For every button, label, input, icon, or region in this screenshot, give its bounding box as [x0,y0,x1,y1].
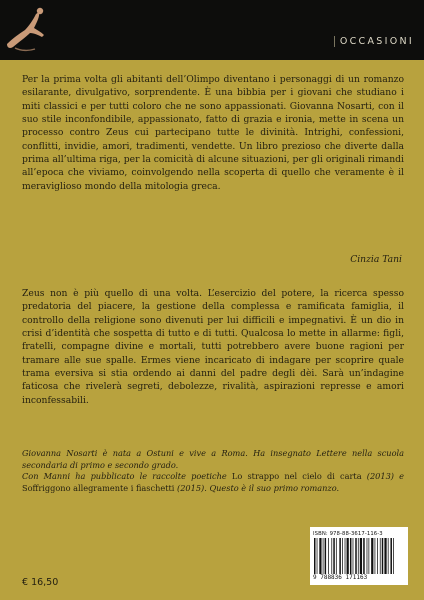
barcode-stripe [390,538,392,574]
bio-book-title-1: Lo strappo nel cielo di carta [231,471,362,482]
barcode-stripe [384,538,386,574]
bio-book-title-2: Soffriggono allegramente i fiaschetti [22,482,175,493]
blurb-signature: Cinzia Tani [350,254,402,265]
author-bio-line2 [22,471,404,494]
barcode-stripe [342,538,343,574]
header-bar [0,0,424,60]
barcode-stripe [355,538,357,574]
price-label: € 16,50 [22,577,59,588]
reclining-figure-logo-icon [3,4,47,56]
barcode-stripe [319,538,321,574]
barcode-stripe [325,538,327,574]
barcode-stripe [380,538,381,574]
barcode-stripe [363,538,365,574]
author-bio-section [22,448,404,494]
barcode-digits: 9 788836 171163 [313,574,368,581]
barcode-bars [313,538,405,574]
barcode-stripe [339,538,341,574]
isbn-barcode [310,527,408,585]
bio-publication-intro: Con Manni ha pubblicato le raccolte poetiche [22,471,232,482]
barcode-stripe [353,538,354,574]
barcode-stripe [345,538,346,574]
bio-year-1: (2013) e [361,471,405,482]
barcode-stripe [314,538,316,574]
isbn-label: ISBN: 978-88-3617-116-3 [313,531,383,537]
barcode-stripe [336,538,337,574]
barcode-stripe [367,538,368,574]
barcode-stripe [333,538,335,574]
barcode-stripe [347,538,349,574]
barcode-stripe [358,538,359,574]
bio-year-2: (2015). Questo è il suo primo romanzo. [174,482,340,493]
barcode-stripe [331,538,332,574]
barcode-stripe [371,538,373,574]
barcode-stripe [369,538,370,574]
barcode-stripe [317,538,318,574]
blurb-section [22,73,404,193]
barcode-stripe [323,538,324,574]
barcode-stripe [350,538,352,574]
synopsis-text: Zeus non è più quello di una volta. L’esercizio del potere, la ricerca spesso predatoria del piacere, la gestione della complessa e ramificata famiglia, il controllo della religione sono divenuti per lui difficili e impegnativi. È un dio in crisi d’identità che sospetta di tutto e di tutti. Qualcosa lo mette in allarme: figli, fratelli, compagne divine e mortali, tutti potrebbero avere buone ragioni per tramare alle sue spalle. Ermes viene incaricato di indagare per scoprire quale trama eversiva si stia ordendo ai danni del padre degli dèi. Sarà un’indagine faticosa che rivelerà segreti, debolezze, rivalità, aspirazioni represse e amori inconfessabili. [22,288,404,406]
barcode-stripe [377,538,378,574]
author-bio-line1 [22,448,404,471]
barcode-stripe [388,538,389,574]
barcode-stripe [375,538,376,574]
barcode-stripe [382,538,384,574]
barcode-stripe [328,538,329,574]
blurb-text: Per la prima volta gli abitanti dell’Olimpo diventano i personaggi di un romanzo esilarante, divulgativo, sorprendente. È una bibbia per i giovani che studiano i miti classici e per tutti coloro che ne sono appassionati. Giovanna Nosarti, con il suo stile inconfondibile, appassionato, fatto di grazia e ironia, mette in scena un processo contro Zeus cui partecipano tutte le divinità. Intrighi, confessioni, conflitti, invidie, amori, tradimenti, vendette. Un libro prezioso che diverte dalla prima all’ultima riga, per la comicità di alcune situazioni, per gli originali rimandi all’epoca che viviamo, coinvolgendo nella scoperta di quello che veramente è il meraviglioso mondo della mitologia greca. [22,74,404,192]
synopsis-section [22,287,404,407]
barcode-stripe [360,538,362,574]
series-label: OCCASIONI [334,36,414,47]
barcode-stripe [393,538,394,574]
author-bio-intro: Giovanna Nosarti è nata a Ostuni e vive a Roma. Ha insegnato Lettere nella scuola secondaria di primo e secondo grado. [22,448,404,470]
